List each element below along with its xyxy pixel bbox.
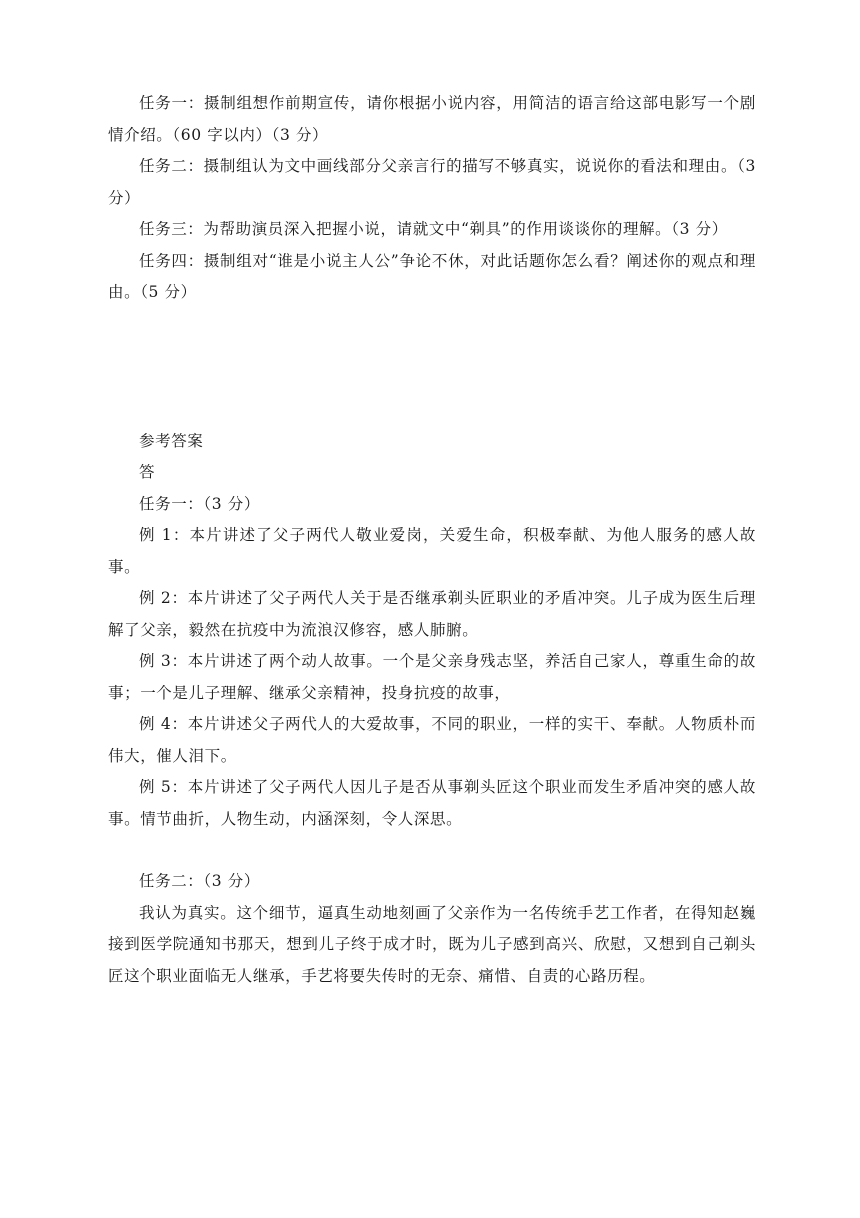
answer-example-1: 例 1：本片讲述了父子两代人敬业爱岗，关爱生命，积极奉献、为他人服务的感人故事。 (108, 526, 756, 576)
task-3-text: 任务三：为帮助演员深入把握小说，请就文中“剃具”的作用谈谈你的理解。（3 分） (139, 220, 728, 238)
answer-example-4: 例 4：本片讲述父子两代人的大爱故事，不同的职业，一样的实干、奉献。人物质朴而伟大，催人泪下。 (108, 715, 756, 765)
answer-task-2-text: 我认为真实。这个细节，逼真生动地刻画了父亲作为一名传统手艺工作者，在得知赵巍接到医学院通知书那天，想到儿子终于成才时，既为儿子感到高兴、欣慰，又想到自己剃头匠这个职业面临无人继承，手艺将要失传时的无奈、痛惜、自责的心路历程。 (108, 903, 756, 985)
answer-task-1-heading: 任务一：（3 分） (139, 494, 260, 513)
task-1-text: 任务一：摄制组想作前期宣传，请你根据小说内容，用简洁的语言给这部电影写一个剧情介绍。（60 字以内）（3 分） (108, 94, 756, 144)
answer-label: 答 (139, 463, 156, 481)
task-2-text: 任务二：摄制组认为文中画线部分父亲言行的描写不够真实，说说你的看法和理由。（3 分） (108, 157, 756, 207)
answer-example-2: 例 2：本片讲述了父子两代人关于是否继承剃头匠职业的矛盾冲突。儿子成为医生后理解了父亲，毅然在抗疫中为流浪汉修容，感人肺腑。 (108, 589, 756, 639)
document-page (108, 88, 756, 992)
answer-spacer (108, 835, 756, 866)
answer-example-3: 例 3：本片讲述了两个动人故事。一个是父亲身残志坚，养活自己家人，尊重生命的故事；一个是儿子理解、继承父亲精神，投身抗疫的故事， (108, 652, 756, 702)
task-4-text: 任务四：摄制组对“谁是小说主人公”争论不休，对此话题你怎么看？阐述你的观点和理由。（5 分） (108, 251, 756, 301)
answer-example-5: 例 5：本片讲述了父子两代人因儿子是否从事剃头匠这个职业而发生矛盾冲突的感人故事。情节曲折，人物生动，内涵深刻，令人深思。 (108, 778, 756, 828)
answer-task-2-heading: 任务二：（3 分） (139, 872, 260, 890)
answer-heading: 参考答案 (139, 431, 204, 450)
section-spacer (108, 309, 756, 426)
